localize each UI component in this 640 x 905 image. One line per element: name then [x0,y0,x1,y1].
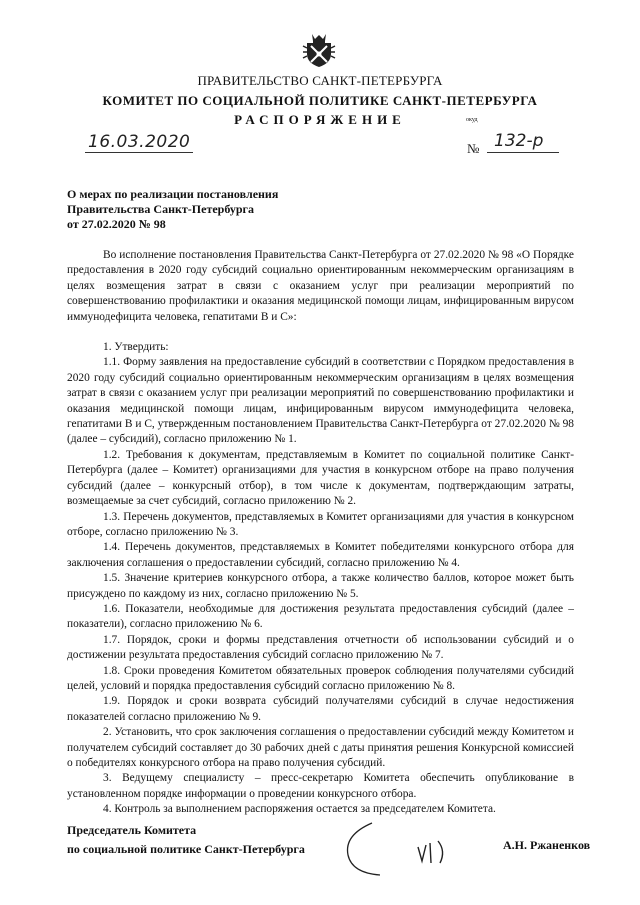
government-name: ПРАВИТЕЛЬСТВО САНКТ-ПЕТЕРБУРГА [197,73,443,88]
signatory-position [67,821,305,859]
okud-label: окуд [466,117,478,123]
paragraph-item-1: 1. Утвердить: [103,341,169,354]
paragraph-item-1-4: 1.4. Перечень документов, представляемых в Комитет победителями конкурсного отбора для заключения соглашения о предоставлении субсидий, согласно приложению № 4. [67,541,574,569]
subject-line: от 27.02.2020 № 98 [67,217,166,231]
paragraph-item-1-1: 1.1. Форму заявления на предоставление субсидий в соответствии с Порядком предоставления в 2020 году субсидий социально ориентированным некоммерческим организациям в целях возмещения затрат в связи с оказанием услуг при реализации мероприятий по совершенствованию профилактики и оказания медицинской помощи лицам, инфицированным вирусом иммунодефицита человека, гепатитами В и С, утвержденным постановлением Правительства Санкт-Петербурга от 27.02.2020 № 98 (далее – субсидий), согласно приложению № 1. [67,356,574,446]
paragraph-item-1-5: 1.5. Значение критериев конкурсного отбора, а также количество баллов, которое может быть присуждено по каждому из них, согласно приложению № 5. [67,572,574,600]
paragraph-item-1-3: 1.3. Перечень документов, представляемых в Комитет организациями для участия в конкурсном отборе, согласно приложению № 3. [67,510,574,538]
position-line: Председатель Комитета [67,823,197,837]
paragraph-item-1-2: 1.2. Требования к документам, представляемым в Комитет по социальной политике Санкт-Петербурга (далее – Комитет) организациями для участия в конкурсном отборе на право получения субсидий (далее – конкурсный отбор), в том числе к документам, подтверждающим затраты, возмещаемые за счет субсидий, согласно приложению № 2. [67,448,574,508]
handwritten-number: 132-р [494,131,544,151]
handwritten-signature [338,817,488,879]
paragraph-item-1-6: 1.6. Показатели, необходимые для достижения результата предоставления субсидий (далее – показатели), согласно приложению № 6. [67,602,574,631]
paragraph-item-1-7: 1.7. Порядок, сроки и формы представления отчетности об использовании субсидий и о достижении результата предоставления субсидий согласно приложению № 7. [67,633,574,662]
preamble-paragraph: Во исполнение постановления Правительства Санкт-Петербурга от 27.02.2020 № 98 «О Порядке предоставления в 2020 году субсидий социально ориентированным некоммерческим организациям в целях возмещения затрат в связи с оказанием услуг при реализации мероприятий по совершенствованию профилактики и оказания медицинской помощи лицам, инфицированным вирусом иммунодефицита человека, гепатитами В и С»: [67,249,574,323]
paragraph-item-4: 4. Контроль за выполнением распоряжения остается за председателем Комитета. [103,803,496,816]
date-underline [85,152,193,153]
committee-name: КОМИТЕТ ПО СОЦИАЛЬНОЙ ПОЛИТИКЕ САНКТ-ПЕТЕРБУРГА [102,93,538,108]
paragraph-item-1-9: 1.9. Порядок и сроки возврата субсидий получателями субсидий в случае недостижения показателей согласно приложению № 9. [67,695,574,723]
subject-line: О мерах по реализации постановления [67,187,279,201]
number-underline [487,152,559,153]
paragraph-item-1-8: 1.8. Сроки проведения Комитетом обязательных проверок соблюдения получателями субсидий целей, условий и порядка предоставления субсидий согласно приложению № 8. [67,664,574,692]
paragraph-item-3: 3. Ведущему специалисту – пресс-секретарю Комитета обеспечить опубликование в установленном порядке информации о проведении конкурсного отбора. [67,772,574,800]
signatory-name: А.Н. Ржаненков [503,838,591,852]
position-line: по социальной политике Санкт-Петербурга [67,842,305,856]
number-sign: № [467,141,480,156]
handwritten-date: 16.03.2020 [88,132,191,152]
document-subject [67,187,278,232]
document-body [67,248,574,818]
document-type-title: РАСПОРЯЖЕНИЕ [234,112,406,127]
coat-of-arms-icon [301,30,337,68]
paragraph-item-2: 2. Установить, что срок заключения соглашения о предоставлении субсидий между Комитетом и получателем субсидий составляет до 30 рабочих дней с даты принятия решения Конкурсной комиссией о победителях конкурсного отбора на право получения субсидий. [67,726,574,769]
subject-line: Правительства Санкт-Петербурга [67,202,255,216]
